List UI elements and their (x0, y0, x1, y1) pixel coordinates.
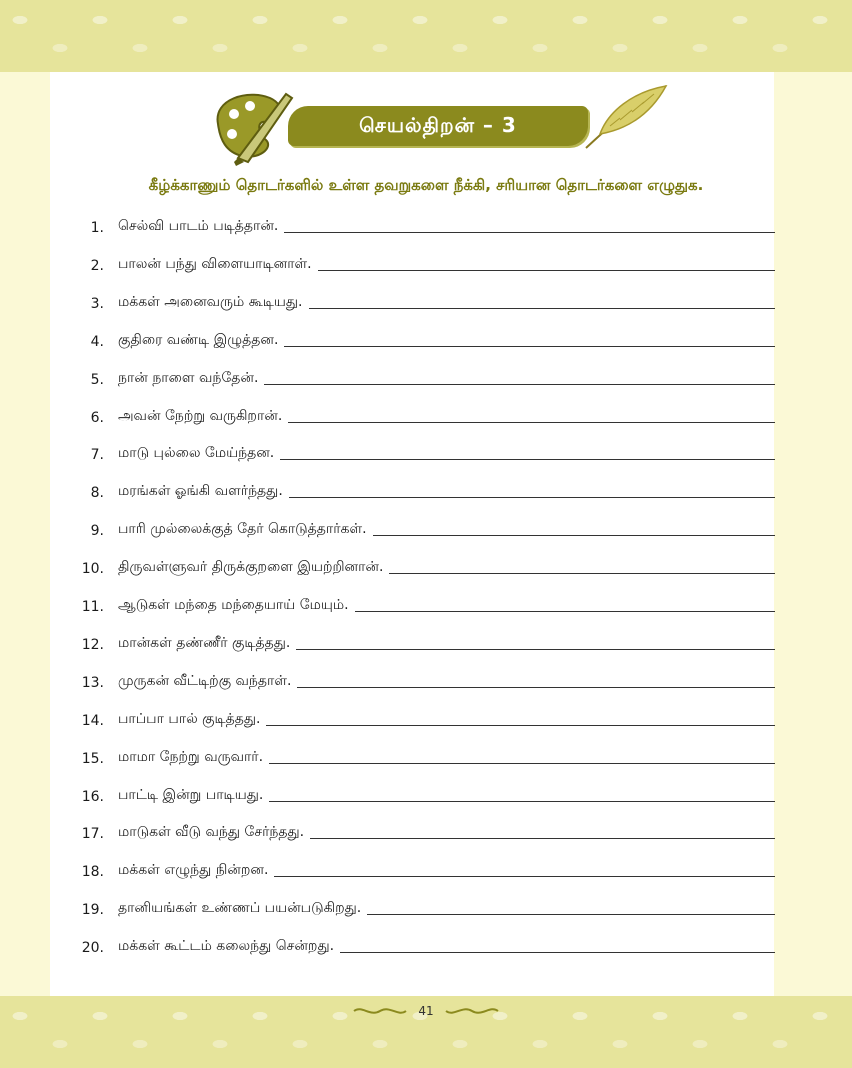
page-footer (0, 1000, 852, 1022)
exercise-row (70, 896, 775, 918)
exercise-row (70, 328, 775, 350)
item-number: 20. (81, 940, 104, 957)
exercise-row (70, 858, 775, 880)
answer-line[interactable] (269, 801, 775, 802)
answer-line[interactable] (284, 232, 775, 233)
exercise-row (70, 214, 775, 236)
answer-line[interactable] (284, 346, 775, 347)
exercise-row (70, 631, 775, 653)
answer-line[interactable] (296, 649, 775, 650)
exercise-row (70, 479, 775, 501)
item-number: 14. (81, 712, 104, 729)
item-number: 11. (81, 599, 104, 615)
answer-line[interactable] (264, 384, 775, 385)
exercise-row (70, 745, 775, 767)
answer-line[interactable] (340, 952, 775, 953)
answer-line[interactable] (274, 876, 775, 877)
exercise-row (70, 366, 775, 388)
item-sentence: பாட்டி இன்று பாடியது. (118, 786, 264, 803)
answer-line[interactable] (309, 308, 775, 309)
answer-line[interactable] (389, 573, 775, 574)
item-sentence: பாப்பா பால் குடித்தது. (118, 710, 261, 727)
exercise-row (70, 555, 775, 577)
item-number: 4. (90, 333, 104, 350)
page-title: செயல்திறன் – 3 (359, 112, 517, 137)
item-number: 13. (81, 674, 104, 691)
exercise-row (70, 290, 775, 312)
feather-icon (580, 82, 670, 152)
exercise-row (70, 517, 775, 539)
instruction-text: கீழ்க்காணும் தொடர்களில் உள்ள தவறுகளை நீக்கி, சரியான தொடர்களை எழுதுக. (148, 176, 704, 194)
item-sentence: மக்கள் கூட்டம் கலைந்து சென்றது. (118, 938, 335, 955)
exercise-row (70, 404, 775, 426)
page-number: 41 (418, 1004, 434, 1018)
item-number: 1. (90, 220, 104, 236)
item-sentence: மரங்கள் ஓங்கி வளர்ந்தது. (118, 483, 283, 500)
item-sentence: அவன் நேற்று வருகிறான். (118, 407, 283, 424)
answer-line[interactable] (367, 914, 775, 915)
answer-line[interactable] (288, 422, 775, 423)
item-sentence: நான் நாளை வந்தேன். (118, 369, 259, 386)
item-number: 19. (81, 902, 104, 919)
answer-line[interactable] (266, 725, 775, 726)
exercise-row (70, 669, 775, 691)
exercise-row (70, 593, 775, 615)
item-number: 3. (90, 295, 104, 312)
ornament-left-icon (352, 1005, 408, 1017)
item-sentence: குதிரை வண்டி இழுத்தன. (118, 331, 279, 348)
item-sentence: ஆடுகள் மந்தை மந்தையாய் மேயும். (118, 597, 349, 613)
item-number: 12. (81, 636, 104, 653)
top-decorative-band (0, 0, 852, 72)
item-number: 8. (90, 485, 104, 502)
item-sentence: மக்கள் எழுந்து நின்றன. (118, 862, 269, 879)
exercise-row (70, 707, 775, 729)
answer-line[interactable] (310, 838, 775, 839)
answer-line[interactable] (280, 459, 775, 460)
answer-line[interactable] (318, 270, 775, 271)
item-sentence: மான்கள் தண்ணீர் குடித்தது. (118, 634, 291, 651)
item-sentence: மாடுகள் வீடு வந்து சேர்ந்தது. (118, 824, 305, 841)
item-number: 16. (81, 788, 104, 805)
item-sentence: பாரி முல்லைக்குத் தேர் கொடுத்தார்கள். (118, 521, 367, 538)
item-number: 18. (81, 864, 104, 881)
title-banner (208, 82, 668, 172)
item-number: 10. (81, 561, 104, 578)
item-number: 6. (90, 409, 104, 426)
item-number: 5. (90, 371, 104, 388)
item-number: 2. (90, 257, 104, 274)
item-sentence: செல்வி பாடம் படித்தான். (118, 218, 279, 234)
title-pill (288, 106, 588, 146)
item-sentence: பாலன் பந்து விளையாடினாள். (118, 255, 312, 272)
item-sentence: மாமா நேற்று வருவார். (118, 748, 264, 765)
exercise-row (70, 783, 775, 805)
item-number: 7. (90, 447, 104, 464)
answer-line[interactable] (373, 535, 775, 536)
ornament-right-icon (444, 1005, 500, 1017)
answer-line[interactable] (269, 763, 775, 764)
exercise-row (70, 252, 775, 274)
item-sentence: மக்கள் அனைவரும் கூடியது. (118, 293, 303, 310)
exercise-row (70, 820, 775, 842)
item-sentence: முருகன் வீட்டிற்கு வந்தாள். (118, 672, 292, 689)
answer-line[interactable] (355, 611, 775, 612)
answer-line[interactable] (297, 687, 775, 688)
item-number: 17. (81, 826, 104, 843)
item-number: 15. (81, 750, 104, 767)
item-sentence: திருவள்ளுவர் திருக்குறளை இயற்றினான். (118, 559, 384, 576)
item-sentence: மாடு புல்லை மேய்ந்தன. (118, 445, 275, 462)
item-sentence: தானியங்கள் உண்ணப் பயன்படுகிறது. (118, 900, 362, 917)
palette-icon (208, 84, 300, 166)
exercise-row (70, 441, 775, 463)
item-number: 9. (90, 523, 104, 540)
exercise-row (70, 934, 775, 956)
answer-line[interactable] (289, 497, 775, 498)
